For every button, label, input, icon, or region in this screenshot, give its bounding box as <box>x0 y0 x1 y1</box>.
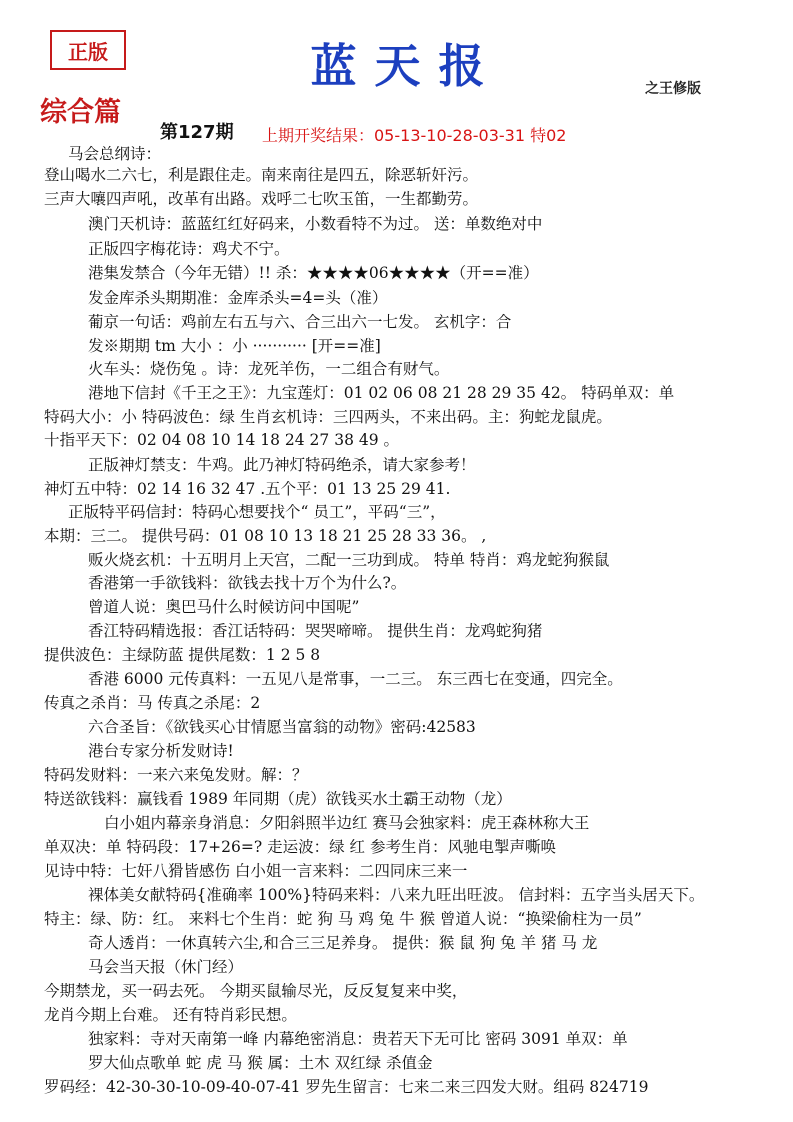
text-line: 马会总纲诗： <box>68 145 162 163</box>
text-line: 特码大小：小 特码波色：绿 生肖玄机诗：三四两头，不来出码。主：狗蛇龙鼠虎。 <box>44 408 612 426</box>
text-line: 葡京一句话：鸡前左右五与六、合三出六一七发。 玄机字：合 <box>88 313 512 331</box>
text-line: 罗大仙点歌单 蛇 虎 马 猴 属：土木 双红绿 杀值金 <box>88 1054 433 1072</box>
text-line: 奇人透肖：一休真转六尘,和合三三足养身。 提供：猴 鼠 狗 兔 羊 猪 马 龙 <box>88 934 598 952</box>
text-line: 澳门天机诗：蓝蓝红红好码来，小数看特不为过。 送：单数绝对中 <box>88 215 543 233</box>
text-line: 裸体美女献特码{准确率 100%}特码来料：八来九旺出旺波。 信封料：五字当头居天下。 <box>88 886 705 904</box>
text-line: 单双决：单 特码段：17+26=? 走运波：绿 红 参考生肖：风驰电掣声嘶唤 <box>44 838 556 856</box>
text-line: 见诗中特：七奸八猾皆感伤 白小姐一言来料：二四同床三来一 <box>44 862 468 880</box>
text-line: 本期：三二。 提供号码：01 08 10 13 18 21 25 28 33 36。 , <box>44 527 487 545</box>
text-line: 独家料：寺对天南第一峰 内幕绝密消息：贵若天下无可比 密码 3091 单双：单 <box>88 1030 628 1048</box>
text-line: 正版四字梅花诗：鸡犬不宁。 <box>88 240 290 258</box>
text-line: 香港第一手欲钱料：欲钱去找十万个为什么?。 <box>88 574 407 592</box>
text-line: 白小姐内幕亲身消息：夕阳斜照半边红 赛马会独家料：虎王森林称大王 <box>104 814 590 832</box>
text-line: 发金库杀头期期准：金库杀头=4=头（准） <box>88 289 388 307</box>
newspaper-title: 蓝天报 <box>310 39 503 93</box>
text-line: 港集发禁合（今年无错）!! 杀：★★★★06★★★★（开==准） <box>88 264 539 282</box>
text-line: 正版特平码信封：特码心想要找个“ 员工”，平码“三”， <box>68 503 446 521</box>
text-line: 神灯五中特：02 14 16 32 47 .五个平：01 13 25 29 41. <box>44 480 451 498</box>
text-line: 龙肖今期上台难。 还有特肖彩民想。 <box>44 1006 297 1024</box>
text-line: 正版神灯禁支：牛鸡。此乃神灯特码绝杀，请大家参考！ <box>88 456 476 474</box>
edition-label: 之王修版 <box>645 81 701 97</box>
text-line: 曾道人说：奥巴马什么时候访问中国呢” <box>88 598 360 616</box>
text-line: 发※期期 tm 大小 ：小 ··········· [开==准] <box>88 337 381 355</box>
text-line: 提供波色：主绿防蓝 提供尾数：1 2 5 8 <box>44 646 321 664</box>
text-line: 贩火烧玄机：十五明月上天宫，二配一三功到成。 特单 特肖：鸡龙蛇狗猴鼠 <box>88 551 610 569</box>
text-line: 特码发财料：一来六来兔发财。解：？ <box>44 766 308 784</box>
text-line: 特主：绿、防：红。 来料七个生肖：蛇 狗 马 鸡 兔 牛 猴 曾道人说：“换梁偷柱为一员” <box>44 910 642 928</box>
text-line: 传真之杀肖：马 传真之杀尾：2 <box>44 694 261 712</box>
text-line: 登山喝水二六七，利是跟住走。南来南往是四五，除恶斩奸污。 <box>44 166 479 184</box>
text-line: 三声大嚷四声吼，改革有出路。戏呼二七吹玉笛，一生都勤劳。 <box>44 190 479 208</box>
text-line: 火车头：烧伤兔 。诗：龙死羊伤，一二组合有财气。 <box>88 360 450 378</box>
text-line: 港地下信封《千王之王》：九宝莲灯：01 02 06 08 21 28 29 35 42。 特码单双：单 <box>88 384 675 402</box>
section-heading: 综合篇 <box>40 97 121 128</box>
text-line: 六合圣旨：《欲钱买心甘情愿当富翁的动物》密码:42583 <box>88 718 476 736</box>
text-line: 港台专家分析发财诗! <box>88 742 234 760</box>
text-line: 马会当天报（休门经） <box>88 958 244 976</box>
issue-number: 第127期 <box>160 122 234 143</box>
genuine-badge: 正版 <box>50 30 126 70</box>
text-line: 罗码经：42-30-30-10-09-40-07-41 罗先生留言：七来二来三四发大财。组码 824719 <box>44 1078 649 1096</box>
last-draw-result: 上期开奖结果：05-13-10-28-03-31 特02 <box>262 126 567 145</box>
text-line: 十指平天下：02 04 08 10 14 18 24 27 38 49 。 <box>44 431 400 449</box>
text-line: 今期禁龙，买一码去死。 今期买鼠输尽光，反反复复来中奖， <box>44 982 468 1000</box>
text-line: 香港 6000 元传真料：一五见八是常事，一二三。 东三西七在变通，四完全。 <box>88 670 623 688</box>
text-line: 香江特码精选报：香江话特码：哭哭啼啼。 提供生肖：龙鸡蛇狗猪 <box>88 622 543 640</box>
text-line: 特送欲钱料：赢钱看 1989 年同期（虎）欲钱买水土霸王动物（龙） <box>44 790 512 808</box>
